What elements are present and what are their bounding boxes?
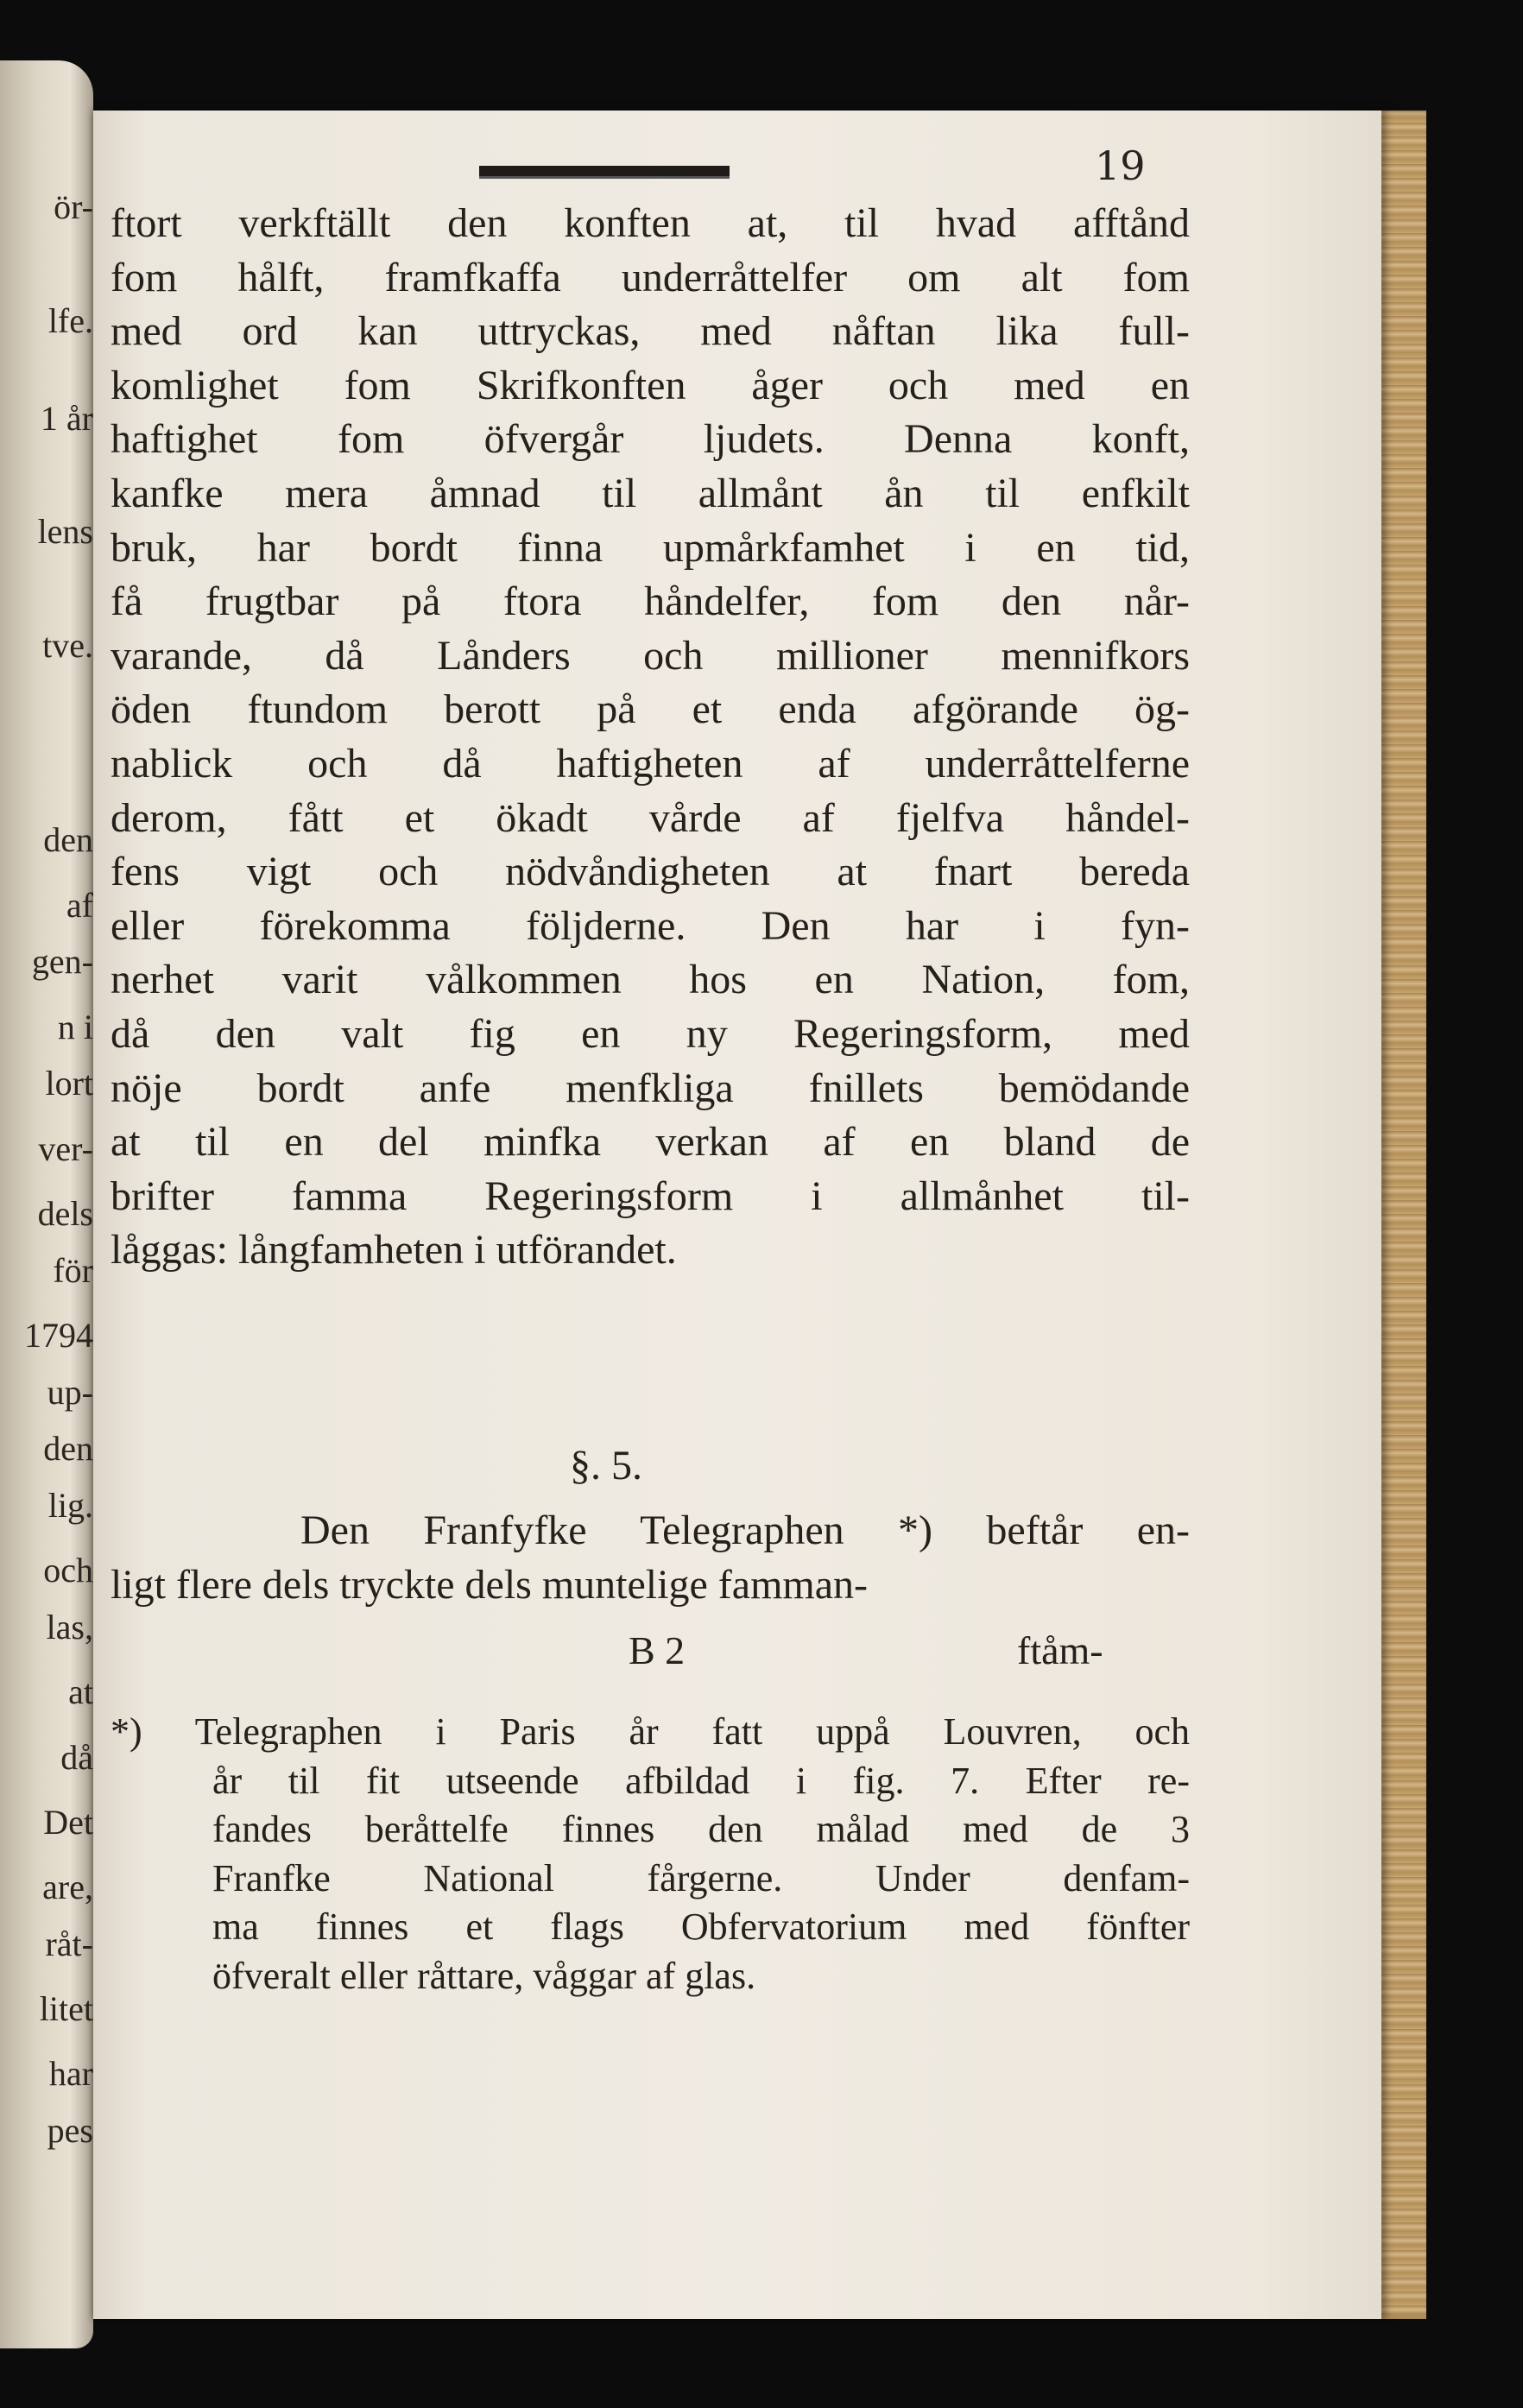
body-text	[111, 197, 1190, 1278]
text-line: Den Franfyfke Telegraphen *) beftår en-	[300, 1507, 1190, 1553]
footnote	[111, 1708, 1190, 2000]
left-page-fragment: den	[43, 820, 93, 860]
text-line: då den valt fig en ny Regeringsform, med	[111, 1010, 1190, 1057]
text-line: nablick och då haftigheten af underråttelferne	[111, 740, 1190, 787]
left-page-fragment: at	[68, 1672, 93, 1712]
text-line: fens vigt och nödvåndigheten at fnart bereda	[111, 849, 1190, 895]
left-page-fragment: lens	[37, 512, 93, 552]
left-page-fragment: pes	[47, 2111, 93, 2150]
header-ornament-rule	[479, 166, 730, 179]
left-page-fragment: och	[43, 1551, 93, 1590]
text-line: öden ftundom berott på et enda afgörande ög-	[111, 686, 1190, 733]
left-page-fragment: af	[66, 885, 93, 925]
left-page-fragment: ör-	[54, 187, 93, 227]
text-line: *) Telegraphen i Paris år fatt uppå Louvren, och	[111, 1710, 1190, 1753]
left-page-fragment: då	[60, 1737, 93, 1777]
left-page-fragment: gen-	[31, 942, 93, 982]
left-page-fragment: 1794	[24, 1315, 93, 1355]
text-line: ftort verkftällt den konften at, til hvad afftånd	[111, 200, 1190, 246]
page-fore-edge	[1381, 111, 1426, 2319]
text-line: eller förekomma följderne. Den har i fyn-	[111, 902, 1190, 949]
text-line: bruk, har bordt finna upmårkfamhet i en tid,	[111, 524, 1190, 571]
left-page-fragment: lort	[45, 1064, 93, 1103]
text-line: haftighet fom öfvergår ljudets. Denna konft,	[111, 416, 1190, 463]
left-page-fragment: tve.	[42, 625, 93, 665]
text-line: nöje bordt anfe menfkliga fnillets bemödande	[111, 1065, 1190, 1111]
left-page-fragment: lig.	[47, 1486, 93, 1526]
section-heading: §. 5.	[570, 1443, 642, 1488]
left-page-fragment: för	[53, 1250, 93, 1290]
text-line: ligt flere dels tryckte dels muntelige famman-	[111, 1561, 869, 1608]
text-line: år til fit utseende afbildad i fig. 7. Efter re-	[212, 1759, 1190, 1802]
left-page-fragment: har	[48, 2054, 93, 2094]
left-page-fragment: lfe.	[47, 300, 93, 340]
signature-mark: B 2	[629, 1628, 686, 1672]
text-line: få frugtbar på ftora håndelfer, fom den når-	[111, 578, 1190, 625]
text-line: låggas: långfamheten i utförandet.	[111, 1227, 677, 1274]
left-page-fragment: are,	[42, 1868, 93, 1906]
text-line: Franfke National fårgerne. Under denfam-	[212, 1856, 1190, 1899]
text-line: kanfke mera åmnad til allmånt ån til enfkilt	[111, 470, 1190, 516]
text-line: med ord kan uttryckas, med nåftan lika full-	[111, 308, 1190, 355]
text-line: fandes beråttelfe finnes den målad med de 3	[212, 1808, 1190, 1850]
text-line: öfveralt eller råttare, våggar af glas.	[212, 1954, 756, 1997]
section-text	[111, 1504, 1190, 1612]
left-page-fragment: las,	[46, 1608, 93, 1647]
text-line: varande, då Lånders och millioner mennifkors	[111, 632, 1190, 679]
left-page-fragment: Det	[43, 1802, 93, 1842]
text-line: derom, fått et ökadt vårde af fjelfva håndel-	[111, 794, 1190, 841]
text-line: ma finnes et flags Obfervatorium med fönfter	[212, 1906, 1190, 1948]
left-page-fragment: n i	[57, 1007, 93, 1046]
left-page-fragment: up-	[47, 1372, 93, 1412]
left-page-fragment: den	[43, 1429, 93, 1469]
text-line: fom hålft, framfkaffa underråttelfer om alt fom	[111, 254, 1190, 300]
left-page-fragment: litet	[39, 1989, 93, 2028]
page-number: 19	[1095, 142, 1146, 189]
text-line: nerhet varit vålkommen hos en Nation, fom,	[111, 957, 1190, 1003]
catchword: ftåm-	[1017, 1628, 1103, 1672]
text-line: at til en del minfka verkan af en bland de	[111, 1119, 1190, 1166]
left-page-fragment: råt-	[45, 1924, 93, 1963]
left-page-fragment: 1 år	[40, 398, 93, 438]
left-page-fragment: dels	[37, 1193, 93, 1233]
text-line: komlighet fom Skrifkonften åger och med en	[111, 362, 1190, 408]
left-page-edge	[0, 60, 93, 2348]
text-line: brifter famma Regeringsform i allmånhet til-	[111, 1172, 1190, 1219]
left-page-fragment: ver-	[38, 1128, 93, 1168]
